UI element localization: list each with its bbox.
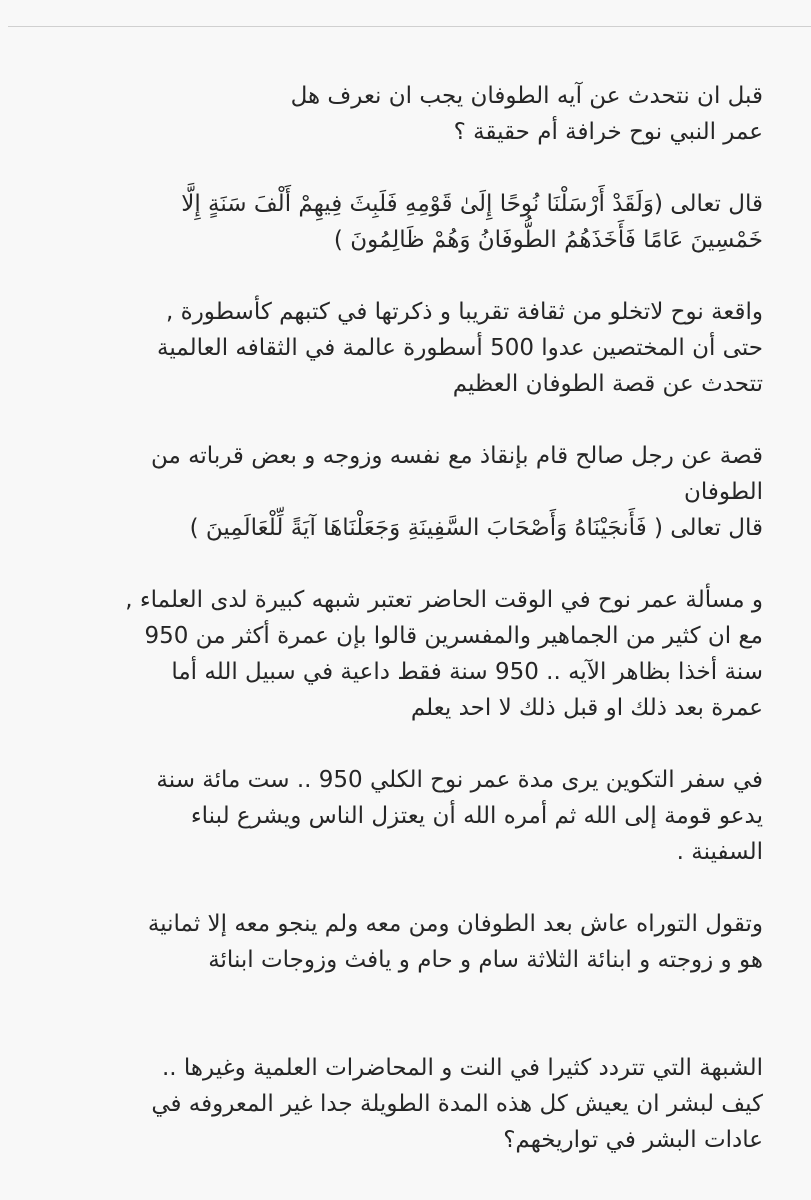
text-line: الشبهة التي تتردد كثيرا في النت و المحاضرات العلمية وغيرها ..: [161, 1055, 763, 1081]
text-line: تتحدث عن قصة الطوفان العظيم: [452, 371, 763, 397]
text-line: سنة أخذا بظاهر الآيه .. 950 سنة فقط داعية في سبيل الله أما: [171, 659, 763, 685]
text-line: عمر النبي نوح خرافة أم حقيقة ؟: [453, 119, 763, 145]
text-line: و مسألة عمر نوح في الوقت الحاضر تعتبر شبهه كبيرة لدى العلماء ,: [125, 587, 763, 613]
paragraph-common-doubt: [60, 1050, 763, 1158]
text-line: كيف لبشر ان يعيش كل هذه المدة الطويلة جدا غير المعروفه في: [151, 1091, 763, 1117]
paragraph-book-of-genesis: [60, 762, 763, 870]
post-text: [60, 78, 763, 1194]
text-line: واقعة نوح لاتخلو من ثقافة تقريبا و ذكرتها في كتبهم كأسطورة ,: [166, 299, 763, 325]
text-line: هو و زوجته و ابنائة الثلاثة سام و حام و يافث وزوجات ابنائة: [208, 947, 763, 973]
text-line: حتى أن المختصين عدوا 500 أسطورة عالمة في الثقافه العالمية: [157, 335, 763, 361]
paragraph-intro-question: [60, 78, 763, 150]
text-line: في سفر التكوين يرى مدة عمر نوح الكلي 950 .. ست مائة سنة: [156, 767, 763, 793]
text-line: قصة عن رجل صالح قام بإنقاذ مع نفسه وزوجه و بعض قرباته من: [150, 443, 763, 469]
text-line: عادات البشر في تواريخهم؟: [503, 1127, 763, 1153]
text-line: قال تعالى ( فَأَنجَيْنَاهُ وَأَصْحَابَ السَّفِينَةِ وَجَعَلْنَاهَا آيَةً لِّلْعَالَمِينَ ): [189, 515, 763, 541]
top-divider: [8, 26, 811, 27]
text-line: قال تعالى (وَلَقَدْ أَرْسَلْنَا نُوحًا إِلَىٰ قَوْمِهِ فَلَبِثَ فِيهِمْ أَلْفَ سَنَةٍ إِلَّا: [181, 191, 763, 217]
text-line: مع ان كثير من الجماهير والمفسرين قالوا بإن عمرة أكثر من 950: [144, 623, 763, 649]
text-line: خَمْسِينَ عَامًا فَأَخَذَهُمُ الطُّوفَانُ وَهُمْ ظَالِمُونَ ): [333, 227, 763, 253]
text-line: قبل ان نتحدث عن آيه الطوفان يجب ان نعرف هل: [290, 83, 763, 109]
text-line: وتقول التوراه عاش بعد الطوفان ومن معه ولم ينجو معه إلا ثمانية: [147, 911, 763, 937]
text-line: السفينة .: [676, 839, 763, 865]
paragraph-righteous-man-story: [60, 438, 763, 546]
paragraph-age-question: [60, 582, 763, 726]
text-line: يدعو قومة إلى الله ثم أمره الله أن يعتزل الناس ويشرع لبناء: [190, 803, 763, 829]
paragraph-quran-verse-1: [60, 186, 763, 258]
text-line: الطوفان: [683, 479, 763, 505]
text-line: عمرة بعد ذلك او قبل ذلك لا احد يعلم: [410, 695, 763, 721]
paragraph-torah-survivors: [60, 906, 763, 978]
paragraph-flood-legends: [60, 294, 763, 402]
